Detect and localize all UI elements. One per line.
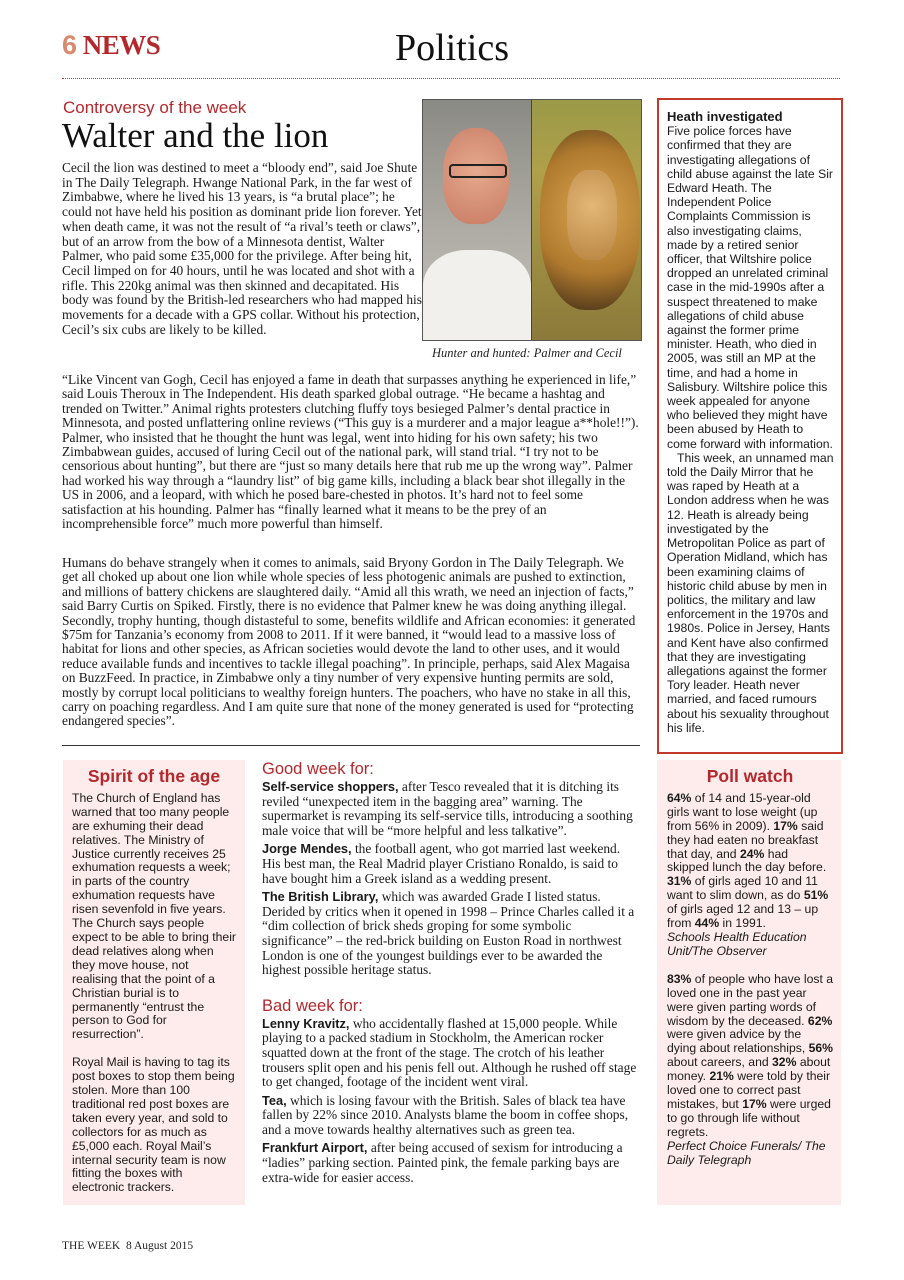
poll-stat: 31% [667, 874, 692, 889]
item-lead: Lenny Kravitz, [262, 1015, 350, 1031]
poll-text: about careers, and [667, 1055, 773, 1070]
poll-text: of girls aged 12 and 13 – up from [667, 902, 819, 931]
photo-cecil-lion [531, 100, 642, 340]
article-paragraph: Humans do behave strangely when it comes to animals, said Bryony Gordon in The Daily Telegraph. We get all choked up about one lion while whole species of less photogenic animals are pushed to extinction, and millions of battery chickens are slaughtered daily. “Amid all this wrath, we need an injection of facts,” said Barry Curtis on Spiked. Firstly, there is no evidence that Palmer knew he was doing anything illegal. Secondly, trophy hunting, though distasteful to some, benefits wildlife and African economies: it generated $75m for Tanzania’s economy from 2008 to 2011. If it were banned, it “would lead to a massive loss of habitat for lions and other species, as African societies would devote the land to other uses, and it would reduce available funds and incentives to tackle illegal poaching”. In principle, perhaps, said Alex Magaisa on BuzzFeed. In practice, in Zimbabwe only a tiny number of very expensive hunting permits are sold, mostly by corrupt local politicians to wealthy foreign hunters. The poachers, who have no stake in all this, carry on poaching regardless. And I am quite sure that none of the money generated is used for “protecting endangered species”. [62, 555, 636, 729]
article-kicker: Controversy of the week [63, 98, 247, 117]
sidebar-paragraph: This week, an unnamed man told the Daily Mirror that he was raped by Heath at a London address when he was 12. Heath is already being investigated by the Metropolitan Police as part of Operation Midland, which has been examining claims of historic child abuse by men in politics, the military and law enforcement in the 1970s and 1980s. Police in Jersey, Hants and Kent have also confirmed that they are investigating allegations against the former Tory leader. Heath never married, and faced rumours about his sexuality throughout his life. [667, 450, 834, 735]
poll-item [667, 973, 833, 1168]
header-divider [62, 78, 840, 79]
poll-stat: 32% [772, 1055, 797, 1070]
photo-palmer [423, 100, 531, 340]
poll-stat: 56% [808, 1041, 834, 1056]
poll-stat: 51% [803, 888, 829, 903]
poll-stat: 17% [742, 1096, 767, 1111]
article-paragraph: “Like Vincent van Gogh, Cecil has enjoyed a fame in death that surpasses anything he experienced in life,” said Louis Theroux in The Independent. His death sparked global outrage. “He became a hashtag and trended on Twitter.” Animal rights protesters clutching fluffy toys besieged Palmer’s dental practice in Minnesota, and posted unflattering online reviews (“This guy is a murderer and a major league a**hole!!”). Palmer, who insisted that he thought the hunt was legal, went into hiding for his own safety; his two Zimbabwean guides, accused of luring Cecil out of the national park, will stand trial. “I try not to be censorious about hunting”, but there are “just so many details here that rub me up the wrong way”. Palmer had worked his way through a “laundry list” of big game kills, including a black bear shot illegally in the US in 2006, and a leopard, with which he posed bare-chested in photos. It’s hard not to feel some satisfaction at his hounding. Palmer has “finally learned what it means to be the prey of an incomprehensible force” much more powerful than himself. [62, 372, 639, 532]
article-divider [62, 745, 640, 746]
photo-caption: Hunter and hunted: Palmer and Cecil [432, 346, 622, 360]
list-item [262, 842, 642, 886]
sidebar-title: Heath investigated [667, 109, 783, 124]
bad-week-list [262, 1017, 642, 1186]
poll-text: were urged to go through life without regrets. [667, 1096, 831, 1139]
item-lead: The British Library, [262, 889, 379, 905]
box-title: Poll watch [706, 766, 794, 786]
spirit-of-the-age-box [63, 760, 245, 1205]
sidebar-paragraph: Five police forces have confirmed that they are investigating allegations of child abuse against the late Sir Edward Heath. The Independent Police Complaints Commission is also investigating claims, made by a retired senior officer, that Wiltshire police dropped an unrelated criminal case in the mid-1990s after a suspect threatened to make allegations of child abuse against the former prime minister. Heath, who died in 2005, was still an MP at the time, and had a home in Salisbury. Wiltshire police this week appealed for anyone who believed they might have been abused by Heath to come forward with information. [667, 124, 833, 451]
article-headline: Walter and the lion [62, 116, 329, 155]
item-text: the football agent, who got married last weekend. His best man, the Real Madrid player Cristiano Ronaldo, is said to have bought him a Greek island as a wedding present. [262, 841, 621, 886]
poll-text: of people who have lost a loved one in the past year were given parting words of wisdom by the deceased. [667, 971, 834, 1028]
item-lead: Self-service shoppers, [262, 779, 399, 794]
heath-sidebar [657, 98, 843, 754]
item-text: which is losing favour with the British. Sales of black tea have fallen by 22% since 2010. Analysts blame the boom in coffee shops, and a move towards healthy alternatives such as green tea. [262, 1092, 629, 1137]
list-item [262, 890, 642, 978]
good-bad-week-column [262, 760, 642, 1189]
poll-text: about money. [667, 1055, 831, 1084]
issue-date: 8 August 2015 [125, 1240, 194, 1252]
list-item [262, 1141, 642, 1185]
poll-stat: 24% [739, 846, 765, 861]
poll-text: had skipped lunch the day before. [667, 846, 827, 875]
poll-watch-box [657, 760, 841, 1205]
page-number: 6 [62, 30, 77, 60]
poll-stat: 21% [709, 1069, 734, 1084]
poll-source: Perfect Choice Funerals/ The Daily Telegraph [667, 1138, 826, 1167]
box-title: Spirit of the age [87, 766, 221, 786]
list-item [262, 1094, 642, 1138]
poll-text: were told by their loved one to correct past mistakes, but [667, 1069, 831, 1111]
item-text: which was awarded Grade I listed status. Derided by critics when it opened in 1998 – Prince Charles called it a “dim collection of brick sheds groping for some symbolic significance” – the red-brick building on Euston Road in northwest London is one of the youngest buildings ever to be awarded the highest possible heritage status. [262, 889, 635, 978]
section-name: NEWS [82, 30, 161, 60]
good-week-list [262, 780, 642, 978]
box-paragraph: Royal Mail is having to tag its post boxes to stop them being stolen. More than 100 traditional red post boxes are taken every year, and sold to collectors for as much as £5,000 each. Royal Mail’s internal security team is now fitting the boxes with electronic trackers. [72, 1055, 235, 1195]
item-text: after Tesco revealed that it is ditching its reviled “unexpected item in the bagging area” warning. The supermarket is revamping its self-service tills, introducing a soothing male voice that will be “more helpful and less talkative”. [262, 779, 633, 838]
publication-name: THE WEEK [62, 1240, 121, 1252]
poll-item [667, 792, 833, 959]
poll-text: were given advice by the dying about relationships, [667, 1027, 809, 1056]
bad-week-title: Bad week for: [262, 996, 363, 1015]
item-text: after being accused of sexism for introducing a “ladies” parking section. Painted pink, the female parking bays are extra-wide for easier access. [262, 1140, 623, 1185]
page-footer [62, 1240, 193, 1252]
poll-text: said they had eaten no breakfast that day, and [667, 818, 824, 861]
poll-stat: 83% [667, 971, 692, 986]
poll-stat: 62% [807, 1013, 833, 1028]
item-lead: Frankfurt Airport, [262, 1140, 368, 1156]
good-week-title: Good week for: [262, 760, 374, 778]
poll-stat: 17% [773, 818, 798, 833]
poll-source: Schools Health Education Unit/The Observer [667, 929, 807, 958]
poll-text: in 1991. [719, 916, 766, 931]
item-lead: Tea, [262, 1092, 287, 1108]
list-item [262, 780, 642, 838]
poll-text: of 14 and 15-year-old girls want to lose weight (up from 56% in 2009). [667, 790, 818, 833]
list-item [262, 1017, 642, 1090]
page-title: Politics [394, 27, 510, 69]
poll-text: of girls aged 10 and 11 want to slim down, as do [667, 874, 818, 903]
poll-stat: 44% [694, 916, 720, 931]
article-paragraph: Cecil the lion was destined to meet a “bloody end”, said Joe Shute in The Daily Telegraph. Hwange National Park, in the far west of Zimbabwe, where he lived his 13 years, is “a brutal place”; he could not have held his position as dominant pride lion forever. Yet when death came, it was not the result of “a rival’s teeth or claws”, but of an arrow from the bow of a Minnesota dentist, Walter Palmer, who paid some £35,000 for the privilege. After being hit, Cecil limped on for 40 hours, until he was located and shot with a rifle. This 220kg animal was then skinned and decapitated. His body was found by the British-led researchers who had mapped his movements for a decade with a GPS collar. Without his protection, Cecil’s six cubs are likely to be killed. [62, 160, 422, 337]
item-text: who accidentally flashed at 15,000 people. While playing to a packed stadium in Stockholm, the American rocker squatted down at the front of the stage. The crotch of his leather trousers split open and his penis fell out. Although he rushed off stage to get changed, footage of the incident went viral. [262, 1015, 637, 1090]
poll-stat: 64% [667, 790, 692, 805]
box-paragraph: The Church of England has warned that too many people are exhuming their dead relatives. The Ministry of Justice currently receives 25 exhumation requests a week; in parts of the country exhumation requests have risen sevenfold in five years. The Church says people expect to be able to bring their dead relatives along when they move house, not realising that the point of a Christian burial is to permanently “entrust the person to God for resurrection”. [72, 790, 236, 1042]
item-lead: Jorge Mendes, [262, 841, 352, 857]
article-photo [422, 99, 642, 341]
